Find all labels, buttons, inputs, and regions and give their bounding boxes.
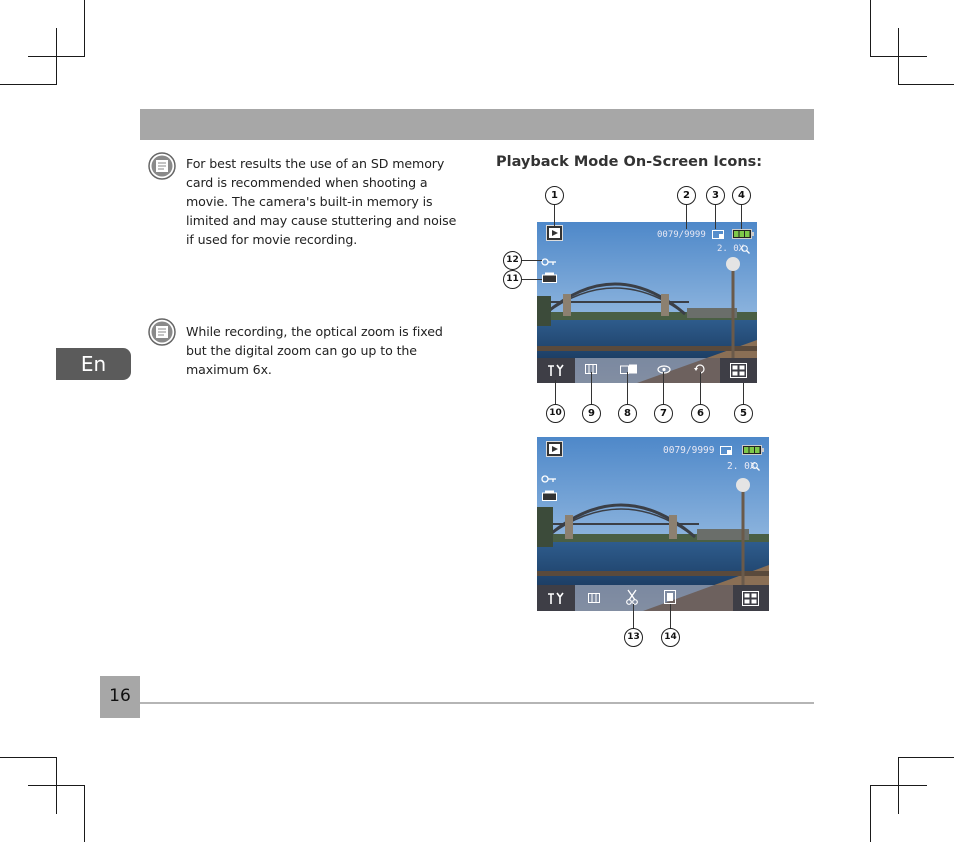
memory-card-icon: [720, 446, 732, 455]
crop-mark: [84, 785, 85, 842]
leader-line: [743, 383, 744, 404]
trim-scissors-icon: [626, 589, 638, 605]
zoom-readout: 2. 0X: [727, 461, 756, 472]
memory-card-icon: [712, 230, 724, 239]
callout-marker: 9: [582, 404, 601, 423]
section-title: Playback Mode On-Screen Icons:: [496, 154, 763, 170]
leader-line: [670, 604, 671, 628]
callout-marker: 10: [546, 404, 565, 423]
magnifier-icon: [741, 245, 750, 254]
crop-mark: [84, 0, 85, 57]
note-text: While recording, the optical zoom is fixed but the digital zoom can go up to the maximum 6x.: [186, 324, 443, 377]
crop-mark: [870, 785, 871, 842]
setup-tools-icon: [547, 592, 565, 605]
zoom-readout: 2. 0X: [717, 244, 745, 254]
playback-screen-2: [537, 437, 769, 611]
language-tab: En: [56, 348, 131, 380]
slideshow-icon: [620, 364, 638, 374]
crop-mark: [870, 56, 927, 57]
filmstrip-icon: [588, 593, 600, 603]
callout-marker: 13: [624, 628, 643, 647]
playback-screen-1: [537, 222, 757, 383]
thumbnail-soft-key[interactable]: [733, 585, 769, 611]
leader-line: [555, 380, 556, 404]
callout-marker: 1: [545, 186, 564, 205]
setup-soft-key[interactable]: [537, 358, 575, 383]
magnifier-icon: [751, 462, 760, 471]
protect-icon: [541, 258, 557, 266]
note-icon: [148, 318, 176, 346]
leader-line: [554, 205, 555, 227]
dpof-icon: [542, 272, 557, 283]
battery-icon: [742, 445, 764, 455]
leader-line: [633, 604, 634, 628]
crop-mark: [0, 757, 56, 758]
callout-marker: 12: [503, 251, 522, 270]
file-counter: 0079/9999: [663, 445, 715, 456]
red-eye-icon: [657, 365, 671, 374]
leader-line: [627, 372, 628, 404]
leader-line: [522, 279, 542, 280]
playback-mode-icon: [546, 225, 563, 241]
crop-mark: [28, 785, 85, 786]
callout-marker: 7: [654, 404, 673, 423]
thumbnail-grid-icon: [742, 591, 759, 606]
crop-mark: [898, 84, 954, 85]
leader-line: [686, 205, 687, 229]
page-number: 16: [100, 676, 140, 718]
battery-icon: [732, 229, 754, 239]
file-counter: 0079/9999: [657, 230, 706, 240]
footer-rule: [140, 702, 814, 704]
callout-marker: 11: [503, 270, 522, 289]
thumbnail-soft-key[interactable]: [720, 358, 757, 383]
thumbnail-grid-icon: [730, 363, 747, 378]
callout-marker: 8: [618, 404, 637, 423]
crop-mark: [28, 56, 85, 57]
callout-marker: 14: [661, 628, 680, 647]
dpof-icon: [542, 490, 557, 501]
leader-line: [663, 372, 664, 404]
note-text: For best results the use of an SD memory card is recommended when shooting a movie. The camera's built-in memory is limited and may cause stuttering and noise if used for movie recording.: [186, 156, 457, 247]
leader-line: [591, 372, 592, 404]
callout-marker: 3: [706, 186, 725, 205]
callout-marker: 4: [732, 186, 751, 205]
playback-mode-icon: [546, 441, 563, 457]
leader-line: [741, 205, 742, 229]
crop-mark: [898, 757, 954, 758]
crop-mark: [0, 84, 56, 85]
leader-line: [522, 260, 542, 261]
protect-icon: [541, 475, 557, 483]
setup-soft-key[interactable]: [537, 585, 575, 611]
header-bar: [140, 109, 814, 140]
leader-line: [715, 205, 716, 229]
callout-marker: 2: [677, 186, 696, 205]
movie-frame-icon: [664, 590, 676, 604]
crop-mark: [870, 785, 927, 786]
setup-tools-icon: [547, 364, 565, 377]
leader-line: [700, 372, 701, 404]
callout-marker: 5: [734, 404, 753, 423]
note-icon: [148, 152, 176, 180]
crop-mark: [870, 0, 871, 57]
callout-marker: 6: [691, 404, 710, 423]
